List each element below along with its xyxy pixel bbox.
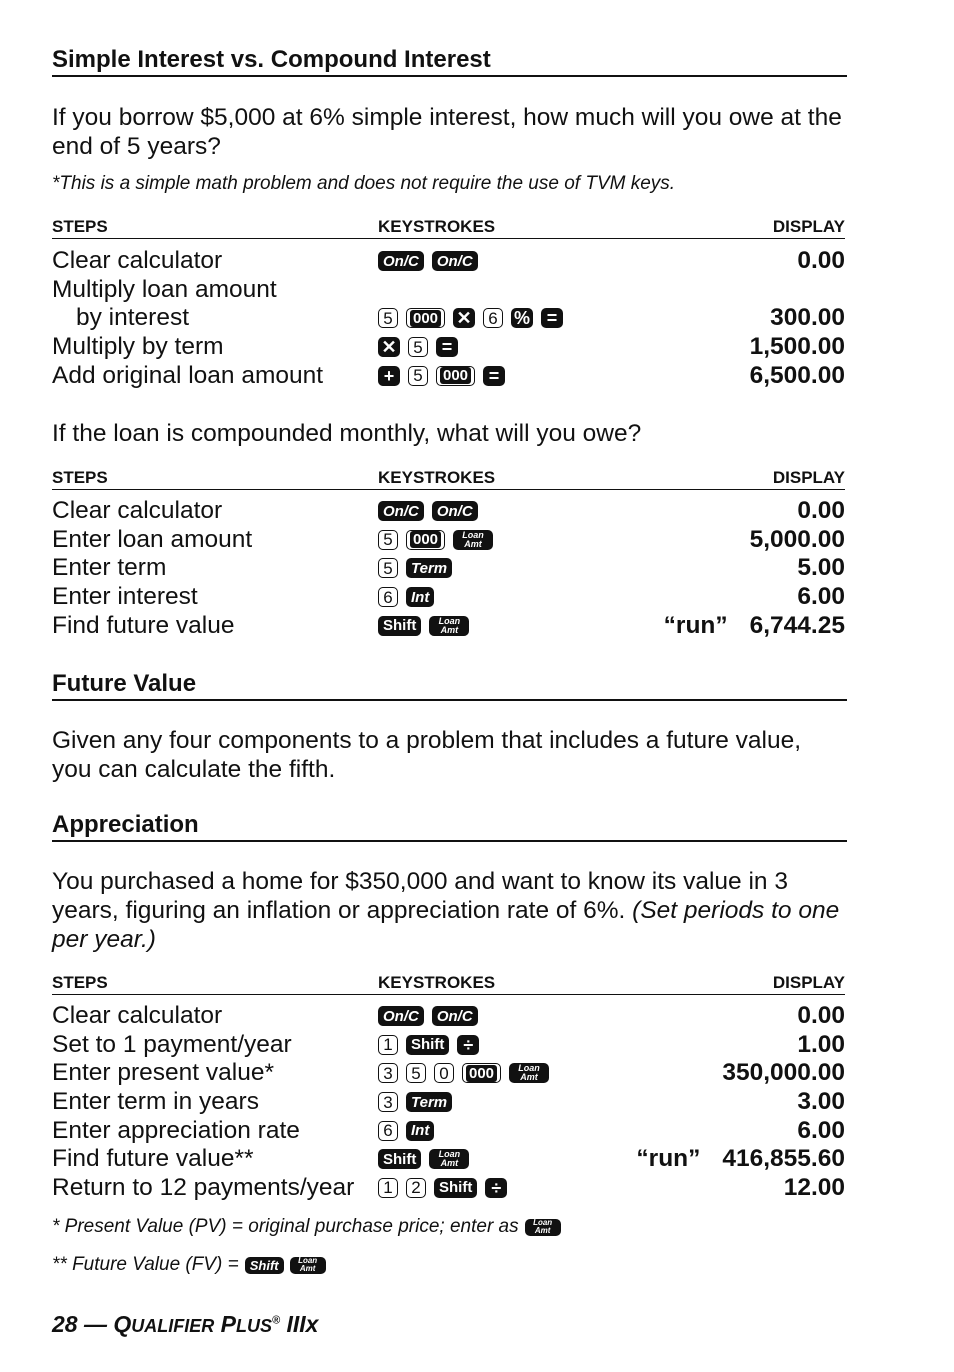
loan-amt-key: Loan Amt [429,1149,469,1169]
digit-key: 0 [434,1063,454,1083]
display-value: 5.00 [797,554,845,582]
future-value-text: Given any four components to a problem that includes a future value, you can calculate the fifth. [52,727,802,783]
step-label: Set to 1 payment/year [52,1030,292,1058]
display-value: 350,000.00 [722,1059,845,1087]
table-row [52,333,845,362]
step-label: Multiply by term [52,333,224,361]
loan-amt-key: Loan Amt [290,1257,326,1274]
section-title-simple-vs-compound: Simple Interest vs. Compound Interest [52,46,847,77]
multiply-key: ✕ [453,308,475,328]
step-label: Enter term in years [52,1088,259,1116]
table-header [52,468,845,490]
loan-amt-key: Loan Amt [429,616,469,636]
keystrokes [378,1178,784,1198]
keystrokes-header: KEYSTROKES [378,468,496,487]
table-row [52,583,845,612]
step-label: Find future value** [52,1145,254,1173]
digit-key: 6 [483,308,503,328]
digit-key: 5 [408,366,428,386]
step-label: Add original loan amount [52,361,324,389]
keystrokes [378,1149,636,1169]
equals-key: = [483,366,505,386]
digit-key: 5 [378,558,398,578]
digit-key: 3 [378,1092,398,1112]
run-indicator: “run” [636,1145,701,1173]
on-c-key: On/C [432,1006,478,1026]
digit-key: 1 [378,1178,398,1198]
shift-key: Shift [406,1035,449,1055]
table-row [52,554,845,583]
digit-key: 5 [408,337,428,357]
shift-key: Shift [434,1178,477,1198]
keystrokes [378,1006,797,1026]
table-row [52,1002,845,1031]
display-value: “run” 6,744.25 [663,611,845,639]
footnote-fv: ** Future Value (FV) = Shift Loan Amt [52,1254,326,1276]
step-label: Find future value [52,611,235,639]
step-label: by interest [76,304,190,332]
on-c-key: On/C [378,1006,424,1026]
table-row [52,276,845,305]
table-row [52,611,845,640]
table-row [52,1116,845,1145]
loan-amt-key: Loan Amt [525,1219,561,1236]
digit-key: 3 [378,1063,398,1083]
table-row [52,1059,845,1088]
step-label: Clear calculator [52,247,223,275]
step-label: Multiply loan amount [52,275,277,303]
keystrokes [378,366,750,386]
step-label: Enter interest [52,583,198,611]
display-value: 6.00 [797,583,845,611]
on-c-key: On/C [432,501,478,521]
step-label: Clear calculator [52,1002,223,1030]
display-header: DISPLAY [772,973,845,992]
digit-key: 5 [378,308,398,328]
shift-key: Shift [378,616,421,636]
term-key: Term [406,1092,452,1112]
display-value: 3.00 [797,1088,845,1116]
term-key: Term [406,558,452,578]
digit-key: 6 [378,1121,398,1141]
compound-interest-table [52,468,845,640]
digit-key: 1 [378,1035,398,1055]
table-row [52,247,845,276]
keystrokes [378,587,797,607]
plus-key: + [378,366,400,386]
equals-key: = [541,308,563,328]
table-row [52,497,845,526]
equals-key: = [436,337,458,357]
display-header: DISPLAY [772,217,845,236]
triple-zero-key: 000 [436,366,475,386]
step-label: Enter present value* [52,1059,274,1087]
triple-zero-key: 000 [462,1063,501,1083]
step-label: Clear calculator [52,497,223,525]
table-row [52,1088,845,1117]
steps-header: STEPS [52,973,108,992]
section-title-appreciation: Appreciation [52,811,847,842]
simple-interest-question: If you borrow $5,000 at 6% simple interest, how much will you owe at the end of 5 years? [52,104,842,160]
keystrokes [378,337,750,357]
display-value: 1.00 [797,1030,845,1058]
multiply-key: ✕ [378,337,400,357]
shift-key: Shift [245,1257,284,1274]
table-row [52,1174,845,1203]
table-row [52,1145,845,1174]
steps-header: STEPS [52,468,108,487]
keystrokes [378,308,770,328]
steps-header: STEPS [52,217,108,236]
triple-zero-key: 000 [406,308,445,328]
step-label: Return to 12 payments/year [52,1173,355,1201]
appreciation-text: You purchased a home for $350,000 and want to know its value in 3 years, figuring an inflation or appreciation rate of 6%. (Set periods to one per year.) [52,868,840,953]
display-value: 300.00 [770,304,845,332]
digit-key: 5 [406,1063,426,1083]
digit-key: 6 [378,587,398,607]
display-value: 1,500.00 [749,333,845,361]
table-row [52,361,845,390]
step-label: Enter loan amount [52,525,253,553]
divide-key: ÷ [457,1035,479,1055]
int-key: Int [406,587,434,607]
on-c-key: On/C [378,501,424,521]
keystrokes [378,251,797,271]
run-indicator: “run” [663,611,728,639]
int-key: Int [406,1121,434,1141]
digit-key: 2 [406,1178,426,1198]
keystrokes [378,530,750,550]
on-c-key: On/C [378,251,424,271]
simple-math-note: *This is a simple math problem and does not require the use of TVM keys. [52,173,676,194]
step-label: Enter term [52,554,167,582]
display-value: 6.00 [797,1116,845,1144]
loan-amt-key: Loan Amt [453,530,493,550]
keystrokes [378,1092,797,1112]
table-row [52,304,845,333]
table-header [52,973,845,995]
keystrokes [378,558,797,578]
display-value: 6,500.00 [749,361,845,389]
step-label: Enter appreciation rate [52,1116,300,1144]
footnote-pv: * Present Value (PV) = original purchase price; enter as Loan Amt [52,1216,561,1238]
loan-amt-key: Loan Amt [509,1063,549,1083]
compound-question: If the loan is compounded monthly, what will you owe? [52,420,642,447]
display-value: “run” 416,855.60 [636,1145,845,1173]
display-value: 12.00 [783,1173,845,1201]
percent-key: % [511,308,533,328]
display-value: 0.00 [797,497,845,525]
keystrokes [378,616,664,636]
appreciation-table [52,973,845,1202]
section-title-future-value: Future Value [52,670,847,701]
digit-key: 5 [378,530,398,550]
keystrokes [378,1063,722,1083]
keystrokes [378,1121,797,1141]
keystrokes-header: KEYSTROKES [378,217,496,236]
keystrokes-header: KEYSTROKES [378,973,496,992]
display-value: 5,000.00 [749,525,845,553]
table-row [52,1031,845,1060]
triple-zero-key: 000 [406,530,445,550]
appreciation-note: (Set periods to one per year.) [52,897,840,953]
table-header [52,217,845,239]
table-row [52,526,845,555]
on-c-key: On/C [432,251,478,271]
keystrokes [378,501,797,521]
display-value: 0.00 [797,247,845,275]
display-value: 0.00 [797,1002,845,1030]
simple-interest-table [52,217,845,390]
shift-key: Shift [378,1149,421,1169]
keystrokes [378,1035,797,1055]
divide-key: ÷ [485,1178,507,1198]
page-footer: 28 — QUALIFIER PLUS® IIIx [52,1311,319,1337]
page-number: 28 — [52,1311,107,1337]
display-header: DISPLAY [772,468,845,487]
